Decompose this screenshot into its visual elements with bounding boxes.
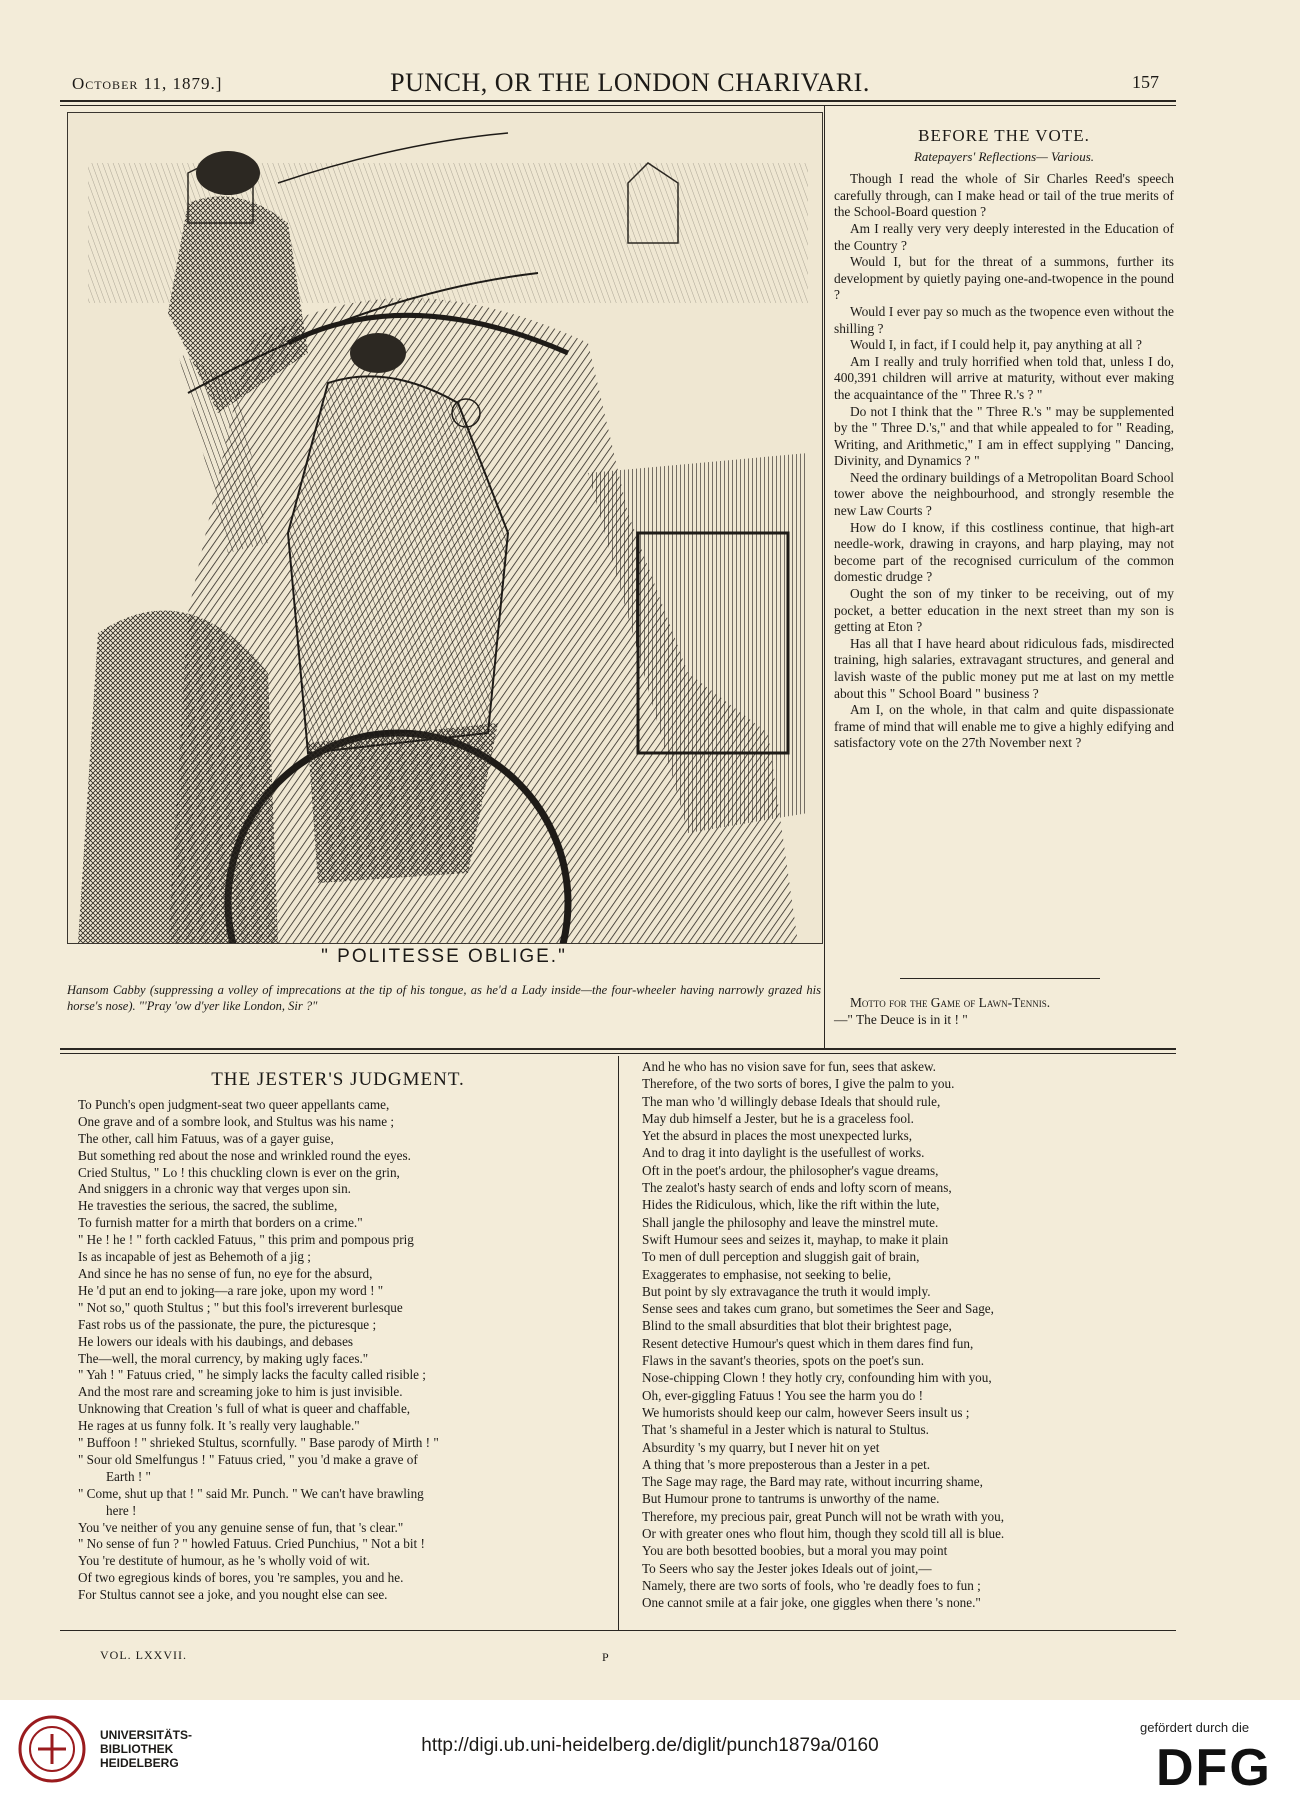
source-url[interactable]: http://digi.ub.uni-heidelberg.de/diglit/punch1879a/0160	[421, 1735, 879, 1756]
paragraph: How do I know, if this costliness continue, that high-art needle-work, drawing in crayons, and harp playing, may not become part of the recognised curriculum of the common domestic drudge ?	[834, 519, 1174, 585]
verse-line: One grave and of a sombre look, and Stultus was his name ;	[78, 1113, 395, 1129]
jester-poem-right	[626, 1058, 1178, 1612]
verse-line: The Sage may rage, the Bard may rate, without incurring shame,	[642, 1474, 983, 1490]
verse-line: The man who 'd willingly debase Ideals that should rule,	[642, 1093, 941, 1109]
article-subtitle: Ratepayers' Reflections— Various.	[913, 148, 1095, 164]
cartoon-caption: Hansom Cabby (suppressing a volley of imprecations at the tip of his tongue, as he'd a Lady inside—the four-wheeler having narrowly grazed his horse's nose). "'Pray 'ow d'yer like London, Sir ?"	[67, 983, 821, 1013]
paragraph: Am I, on the whole, in that calm and quite dispassionate frame of mind that will enable me to give a highly edifying and satisfactory vote on the 27th November next ?	[834, 702, 1174, 751]
cartoon-title: " POLITESSE OBLIGE."	[321, 946, 567, 967]
verse-line: For Stultus cannot see a joke, and you nought else can see.	[78, 1587, 388, 1603]
section-rule-thin	[60, 1053, 1176, 1054]
verse-line: The—well, the moral currency, by making ugly faces."	[78, 1350, 369, 1366]
verse-line: And to drag it into daylight is the usefullest of works.	[642, 1145, 925, 1161]
verse-line: Unknowing that Creation 's full of what is queer and chaffable,	[78, 1401, 411, 1417]
verse-line: Yet the absurd in places the most unexpected lurks,	[642, 1128, 913, 1144]
verse-line: To men of dull perception and sluggish gait of brain,	[642, 1249, 920, 1265]
jester-poem-left	[62, 1069, 614, 1604]
paragraph: Need the ordinary buildings of a Metropolitan Board School tower above the neighbourhood, and strongly resemble the new Law Courts ?	[834, 469, 1174, 519]
verse-line: " Not so," quoth Stultus ; " but this fool's irreverent burlesque	[78, 1299, 403, 1315]
dfg-logo: DFG	[1156, 1739, 1272, 1797]
verse-line: Namely, there are two sorts of fools, who 're deadly foes to fun ;	[642, 1577, 981, 1593]
verse-line: Exaggerates to emphasise, not seeking to belie,	[642, 1266, 892, 1282]
verse-line: The zealot's hasty search of ends and lofty scorn of means,	[642, 1180, 952, 1196]
header-rule	[60, 100, 1176, 102]
verse-line: But something red about the nose and wrinkled round the eyes.	[78, 1147, 411, 1163]
volume-signature: VOL. LXXVII.	[100, 1648, 187, 1662]
paragraph: Though I read the whole of Sir Charles Reed's speech carefully through, can I make head or tail of the true merits of the School-Board question ?	[834, 171, 1174, 220]
verse-line: Nose-chipping Clown ! they hotly cry, confounding him with you,	[642, 1370, 992, 1386]
verse-line: Therefore, of the two sorts of bores, I give the palm to you.	[642, 1076, 955, 1092]
column-divider-bottom	[618, 1056, 619, 1630]
motto-rule	[900, 978, 1100, 979]
hansom-cab-engraving	[68, 113, 822, 943]
verse-line: Earth ! "	[106, 1468, 151, 1484]
motto-line-2: —" The Deuce is in it ! "	[834, 1011, 968, 1027]
verse-line: He travesties the serious, the sacred, the sublime,	[78, 1198, 338, 1214]
poem-title: THE JESTER'S JUDGMENT.	[211, 1069, 465, 1090]
verse-line: Of two egregious kinds of bores, you 're samples, you and he.	[78, 1570, 404, 1586]
paragraph: Has all that I have heard about ridiculous fads, misdirected training, high salaries, extravagant structures, and general and lavish waste of the public money put me at last on my mettle about this " School Board " business ?	[834, 635, 1174, 701]
funded-by-label: gefördert durch die	[1140, 1720, 1250, 1735]
verse-line: " Buffoon ! " shrieked Stultus, scornfully. " Base parody of Mirth ! "	[78, 1435, 439, 1451]
paragraph: Am I really very very deeply interested in the Education of the Country ?	[834, 220, 1174, 253]
digitization-footer	[0, 1700, 1300, 1806]
verse-line: Therefore, my precious pair, great Punch will not be wrath with you,	[642, 1508, 1005, 1524]
paragraph: Would I ever pay so much as the twopence even without the shilling ?	[834, 303, 1174, 336]
library-seal-icon	[14, 1714, 90, 1784]
verse-line: But Humour prone to tantrums is unworthy of the name.	[642, 1491, 940, 1507]
verse-line: And since he has no sense of fun, no eye for the absurd,	[78, 1265, 373, 1281]
verse-line: That 's shameful in a Jester which is natural to Stultus.	[642, 1422, 929, 1438]
verse-line: You 've neither of you any genuine sense of fun, that 's clear."	[78, 1519, 404, 1535]
verse-line: The other, call him Fatuus, was of a gayer guise,	[78, 1130, 334, 1146]
verse-line: " Sour old Smelfungus ! " Fatuus cried, " you 'd make a grave of	[78, 1451, 418, 1467]
header-title: PUNCH, OR THE LONDON CHARIVARI.	[390, 68, 870, 97]
page-number: 157	[1132, 72, 1159, 92]
before-the-vote-article	[834, 128, 1174, 752]
column-divider-top	[824, 106, 825, 1050]
verse-line: Fast robs us of the passionate, the pure, the picturesque ;	[78, 1316, 377, 1332]
verse-line: " He ! he ! " forth cackled Fatuus, " this prim and pompous prig	[78, 1232, 414, 1248]
verse-line: You are both besotted boobies, but a moral you may point	[642, 1543, 948, 1559]
verse-line: Blind to the small absurdities that blot their brightest page,	[642, 1318, 952, 1334]
motto-line-1: Motto for the Game of Lawn-Tennis.	[850, 995, 1051, 1010]
paragraph: Would I, in fact, if I could help it, pay anything at all ?	[850, 337, 1142, 353]
verse-line: He lowers our ideals with his daubings, and debases	[78, 1333, 354, 1349]
paragraph: Do not I think that the " Three R.'s " may be supplemented by the " Three D.'s," and that while appealed to for " Reading, Writing, and Arithmetic," I am in effect supplying " Dancing, Divinity, and Dynamics ? "	[834, 403, 1174, 469]
motto	[834, 995, 1174, 1028]
section-rule	[60, 1048, 1176, 1050]
verse-line: He 'd put an end to joking—a rare joke, upon my word ! "	[78, 1282, 384, 1298]
verse-line: Cried Stultus, " Lo ! this chuckling clown is ever on the grin,	[78, 1164, 400, 1180]
verse-line: Is as incapable of jest as Behemoth of a jig ;	[78, 1249, 311, 1265]
verse-line: Oft in the poet's ardour, the philosopher's vague dreams,	[642, 1162, 939, 1178]
paragraph: Ought the son of my tinker to be receiving, out of my pocket, a better education in the next street than my son is getting at Eton ?	[834, 586, 1174, 635]
verse-line: Sense sees and takes cum grano, but sometimes the Seer and Sage,	[642, 1301, 994, 1317]
library-line: UNIVERSITÄTS-	[100, 1728, 193, 1742]
paragraph: Would I, but for the threat of a summons, further its development by quietly paying one-and-twopence in the pound ?	[834, 254, 1174, 303]
verse-line: You 're destitute of humour, as he 's wholly void of wit.	[78, 1553, 370, 1569]
library-line: BIBLIOTHEK	[100, 1742, 174, 1756]
verse-line: And the most rare and screaming joke to him is just invisible.	[78, 1384, 403, 1400]
verse-line: May dub himself a Jester, but he is a graceless fool.	[642, 1110, 914, 1126]
library-line: HEIDELBERG	[100, 1756, 179, 1770]
verse-line: Shall jangle the philosophy and leave the minstrel mute.	[642, 1214, 939, 1230]
verse-line: And he who has no vision save for fun, sees that askew.	[642, 1059, 936, 1074]
bottom-rule	[60, 1630, 1176, 1631]
verse-line: To furnish matter for a mirth that borders on a crime."	[78, 1215, 363, 1231]
verse-line: Or with greater ones who flout him, though they scold till all is blue.	[642, 1526, 1005, 1542]
verse-line: Oh, ever-giggling Fatuus ! You see the harm you do !	[642, 1387, 924, 1403]
verse-line: " Come, shut up that ! " said Mr. Punch. " We can't have brawling	[78, 1485, 424, 1501]
cartoon-illustration	[67, 112, 823, 944]
verse-line: But point by sly extravagance the truth it would imply.	[642, 1283, 931, 1299]
article-title: BEFORE THE VOTE.	[918, 126, 1090, 145]
verse-line: A thing that 's more preposterous than a Jester in a pet.	[642, 1456, 931, 1472]
library-name	[100, 1728, 192, 1770]
verse-line: " Yah ! " Fatuus cried, " he simply lacks the faculty called risible ;	[78, 1367, 426, 1383]
verse-line: Flaws in the savant's theories, spots on the poet's sun.	[642, 1353, 925, 1369]
verse-line: Absurdity 's my quarry, but I never hit on yet	[642, 1439, 880, 1455]
paragraph: Am I really and truly horrified when told that, unless I do, 400,391 children will arrive at maturity, without ever making the acquaintance of the " Three R.'s ? "	[834, 353, 1174, 402]
verse-line: here !	[106, 1502, 137, 1518]
verse-line: One cannot smile at a fair joke, one giggles when there 's none."	[642, 1595, 981, 1611]
verse-line: To Seers who say the Jester jokes Ideals out of joint,—	[642, 1560, 932, 1576]
verse-line: We humorists should keep our calm, however Seers insult us ;	[642, 1404, 970, 1420]
verse-line: Resent detective Humour's quest which in them dares find fun,	[642, 1335, 974, 1351]
verse-line: He rages at us funny folk. It 's really very laughable."	[78, 1418, 360, 1434]
verse-line: To Punch's open judgment-seat two queer appellants came,	[78, 1096, 390, 1112]
verse-line: Hides the Ridiculous, which, like the rift within the lute,	[642, 1197, 940, 1213]
verse-line: And sniggers in a chronic way that verges upon sin.	[78, 1181, 351, 1197]
signature-letter: P	[602, 1650, 609, 1664]
verse-line: " No sense of fun ? " howled Fatuus. Cried Punchius, " Not a bit !	[78, 1536, 425, 1552]
header-date: October 11, 1879.]	[72, 74, 223, 93]
verse-line: Swift Humour sees and seizes it, mayhap, to make it plain	[642, 1231, 949, 1247]
header-rule-thin	[60, 105, 1176, 106]
